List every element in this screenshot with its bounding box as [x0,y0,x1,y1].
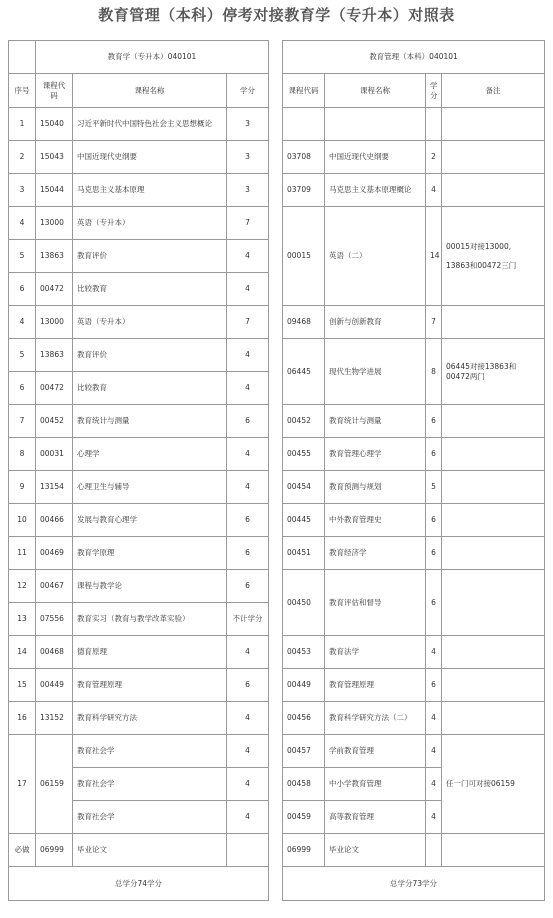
cell-code: 15044 [36,174,73,207]
cell-seq: 17 [9,735,36,834]
cell-note [442,471,545,504]
cell-name: 心理学 [73,438,227,471]
cell-rname: 教育统计与测量 [325,405,426,438]
right-header: 教育管理（本科）040101 [283,41,545,74]
cell-rname: 中外教育管理史 [325,504,426,537]
cell-code: 15043 [36,141,73,174]
cell-credit: 4 [227,702,269,735]
cell-rcredit [426,108,442,141]
cell-note [442,537,545,570]
cell-credit: 3 [227,108,269,141]
cell-rcode: 06999 [283,834,325,867]
cell-rname: 英语（二） [325,207,426,306]
cell-seq: 4 [9,207,36,240]
cell-code: 13152 [36,702,73,735]
cell-rname: 学前教育管理 [325,735,426,768]
cell-code: 07556 [36,603,73,636]
cell-rcredit: 4 [426,636,442,669]
cell-rcode: 00458 [283,768,325,801]
cell-note [442,141,545,174]
cell-rcode: 00454 [283,471,325,504]
cell-seq: 10 [9,504,36,537]
cell-name: 教育管理原理 [73,669,227,702]
cell-name: 比较教育 [73,273,227,306]
cell-rcode: 00449 [283,669,325,702]
left-total: 总学分74学分 [9,867,269,901]
cell-credit: 6 [227,570,269,603]
cell-seq: 8 [9,438,36,471]
cell-credit: 4 [227,801,269,834]
cell-code: 13000 [36,306,73,339]
cell-rcredit: 4 [426,174,442,207]
cell-code: 00472 [36,273,73,306]
cell-rname: 毕业论文 [325,834,426,867]
cell-note [442,108,545,141]
cell-note [442,438,545,471]
cell-rcredit: 5 [426,471,442,504]
cell-rcode [283,108,325,141]
cell-name: 教育社会学 [73,768,227,801]
cell-code: 00472 [36,372,73,405]
cell-rcredit: 4 [426,702,442,735]
cell-name: 英语（专升本） [73,306,227,339]
cell-credit: 4 [227,471,269,504]
cell-rcode: 00015 [283,207,325,306]
cell-name: 教育社会学 [73,801,227,834]
cell-rname: 马克思主义基本原理概论 [325,174,426,207]
cell-credit: 6 [227,405,269,438]
cell-credit: 4 [227,636,269,669]
cell-rcredit: 2 [426,141,442,174]
cell-rname: 中小学教育管理 [325,768,426,801]
col-note: 备注 [442,74,545,108]
cell-name: 教育学原理 [73,537,227,570]
col-credit: 学分 [227,74,269,108]
cell-name: 教育社会学 [73,735,227,768]
cell-credit: 4 [227,339,269,372]
cell-seq: 14 [9,636,36,669]
cell-rcode: 00451 [283,537,325,570]
col-rcredit: 学分 [426,74,442,108]
cell-credit: 6 [227,504,269,537]
note-line: 13863和00472三门 [446,260,517,270]
cell-seq: 12 [9,570,36,603]
cell-seq: 11 [9,537,36,570]
cell-rcredit: 4 [426,768,442,801]
cell-code: 13863 [36,339,73,372]
cell-name: 教育评价 [73,240,227,273]
cell-code: 00031 [36,438,73,471]
cell-code: 06999 [36,834,73,867]
cell-credit: 4 [227,438,269,471]
cell-seq: 9 [9,471,36,504]
cell-rcode: 00455 [283,438,325,471]
cell-rcode: 00459 [283,801,325,834]
cell-note: 06445对接13863和00472两门 [442,339,545,405]
page-title: 教育管理（本科）停考对接教育学（专升本）对照表 [98,6,455,24]
cell-note [442,207,545,306]
cell-seq: 4 [9,306,36,339]
cell-seq: 3 [9,174,36,207]
cell-credit: 7 [227,306,269,339]
cell-seq: 6 [9,372,36,405]
cell-rname: 教育管理原理 [325,669,426,702]
col-rname: 课程名称 [325,74,426,108]
cell-code: 13000 [36,207,73,240]
cell-seq: 16 [9,702,36,735]
cell-rname: 创新与创新教育 [325,306,426,339]
cell-code: 13154 [36,471,73,504]
cell-seq: 必做 [9,834,36,867]
cell-name: 课程与教学论 [73,570,227,603]
cell-name: 德育原理 [73,636,227,669]
cell-credit: 6 [227,669,269,702]
cell-note [442,174,545,207]
cell-rcode: 00456 [283,702,325,735]
cell-credit: 4 [227,240,269,273]
cell-note [442,834,545,867]
cell-rcredit: 6 [426,405,442,438]
cell-credit: 4 [227,273,269,306]
header-row-1 [9,41,545,74]
left-header: 教育学（专升本）040101 [36,41,269,74]
cell-rcode: 03708 [283,141,325,174]
cell-credit: 4 [227,768,269,801]
cell-code: 06159 [36,735,73,834]
cell-credit [227,834,269,867]
cell-note [442,405,545,438]
cell-seq: 13 [9,603,36,636]
cell-note [442,306,545,339]
cell-note [442,504,545,537]
cell-rname: 教育科学研究方法（二） [325,702,426,735]
cell-name: 比较教育 [73,372,227,405]
cell-note [442,702,545,735]
cell-rcredit: 6 [426,504,442,537]
cell-name: 教育评价 [73,339,227,372]
cell-name: 毕业论文 [73,834,227,867]
cell-name: 英语（专升本） [73,207,227,240]
cell-rcode: 00450 [283,570,325,636]
note-line: 00015对接13000, [446,241,512,251]
cell-rcode: 00445 [283,504,325,537]
cell-seq: 15 [9,669,36,702]
cell-rcode: 03709 [283,174,325,207]
column-gap [269,41,283,901]
cell-code: 00468 [36,636,73,669]
cell-note: 任一门可对接06159 [442,735,545,834]
cell-rcredit [426,834,442,867]
cell-rcode: 00452 [283,405,325,438]
cell-seq: 1 [9,108,36,141]
cell-rname: 教育经济学 [325,537,426,570]
cell-name: 习近平新时代中国特色社会主义思想概论 [73,108,227,141]
cell-name: 教育实习（教育与教学改革实验） [73,603,227,636]
cell-code: 00449 [36,669,73,702]
cell-credit: 4 [227,372,269,405]
cell-rname: 高等教育管理 [325,801,426,834]
cell-seq: 7 [9,405,36,438]
cell-rcredit: 4 [426,735,442,768]
cell-rcredit: 4 [426,801,442,834]
cell-credit: 7 [227,207,269,240]
cell-code: 13863 [36,240,73,273]
cell-note [442,669,545,702]
cell-rcode: 06445 [283,339,325,405]
cell-rname: 教育法学 [325,636,426,669]
cell-credit: 6 [227,537,269,570]
cell-credit: 3 [227,174,269,207]
col-rcode: 课程代码 [283,74,325,108]
cell-code: 00466 [36,504,73,537]
right-total: 总学分73学分 [283,867,545,901]
cell-code: 00467 [36,570,73,603]
cell-code: 00469 [36,537,73,570]
cell-code: 00452 [36,405,73,438]
cell-rcredit: 6 [426,438,442,471]
comparison-table [8,40,545,901]
cell-seq: 2 [9,141,36,174]
cell-name: 马克思主义基本原理 [73,174,227,207]
cell-rcredit: 6 [426,570,442,636]
cell-rname: 中国近现代史纲要 [325,141,426,174]
cell-note [442,636,545,669]
cell-rcredit: 14 [426,207,442,306]
cell-name: 中国近现代史纲要 [73,141,227,174]
cell-credit: 4 [227,735,269,768]
header-blank [9,41,36,74]
cell-seq: 5 [9,240,36,273]
cell-rcredit: 7 [426,306,442,339]
cell-rname: 教育管理心理学 [325,438,426,471]
cell-name: 教育统计与测量 [73,405,227,438]
cell-code: 15040 [36,108,73,141]
col-seq: 序号 [9,74,36,108]
cell-credit: 3 [227,141,269,174]
cell-rname: 教育评估和督导 [325,570,426,636]
cell-rcode: 00453 [283,636,325,669]
cell-name: 教育科学研究方法 [73,702,227,735]
col-name: 课程名称 [73,74,227,108]
cell-rcode: 09468 [283,306,325,339]
cell-name: 发展与教育心理学 [73,504,227,537]
cell-rcredit: 8 [426,339,442,405]
cell-rcredit: 6 [426,669,442,702]
cell-rcredit: 6 [426,537,442,570]
cell-seq: 6 [9,273,36,306]
cell-rcode: 00457 [283,735,325,768]
cell-rname: 现代生物学进展 [325,339,426,405]
cell-credit: 不计学分 [227,603,269,636]
cell-name: 心理卫生与辅导 [73,471,227,504]
cell-seq: 5 [9,339,36,372]
cell-note [442,570,545,636]
cell-rname [325,108,426,141]
col-code: 课程代码 [36,74,73,108]
cell-rname: 教育预测与规划 [325,471,426,504]
